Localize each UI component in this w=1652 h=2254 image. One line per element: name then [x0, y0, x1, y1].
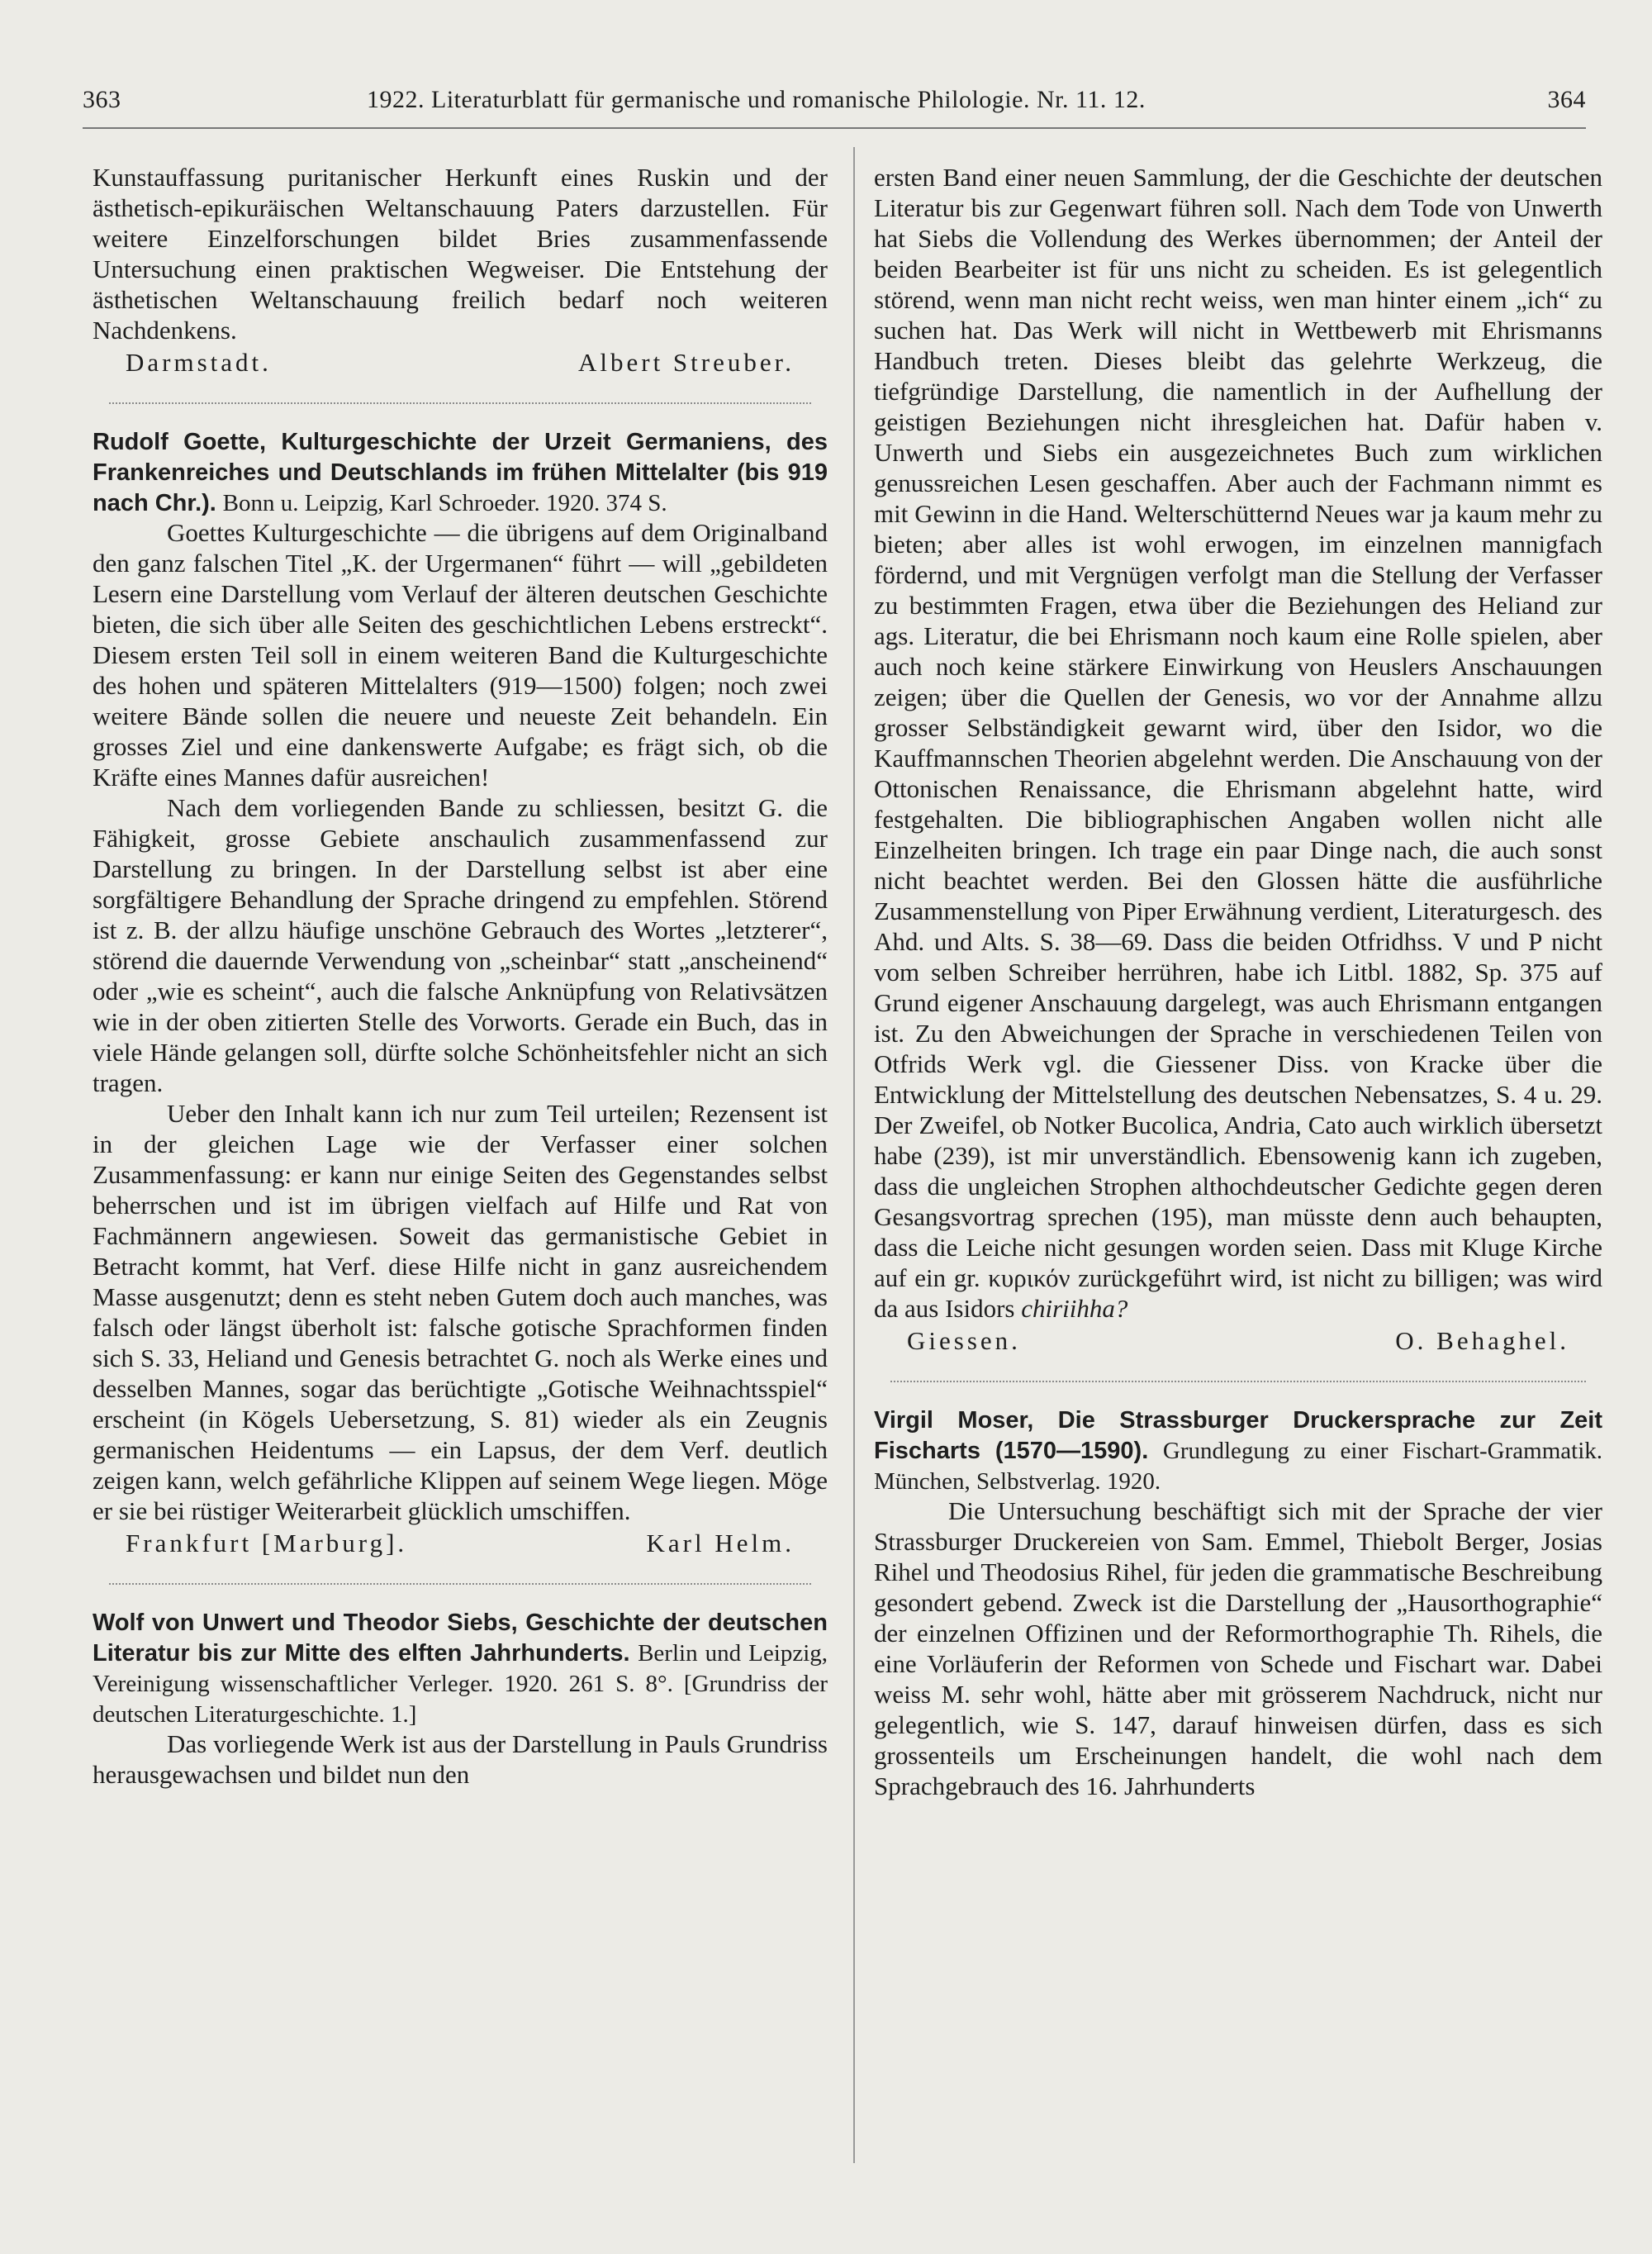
- right-column: [874, 162, 1602, 1801]
- review-moser: [874, 1404, 1602, 1496]
- signature-author: Karl Helm.: [646, 1529, 795, 1557]
- review-paragraph: Nach dem vorliegenden Bande zu schliessen, besitzt G. die Fähigkeit, grosse Gebiete anschaulich zusammenfassend zur Darstellung zu bringen. In der Darstellung selbst ist aber eine sorgfältigere Behandlung der Sprache dringend zu empfehlen. Störend ist z. B. der allzu häufige unschöne Gebrauch des Wortes „letzterer“, störend die dauernde Verwendung von „scheinbar“ statt „anscheinend“ oder „wie es scheint“, auch die falsche Anknüpfung von Relativsätzen wie in der oben zitierten Stelle des Vorworts. Gerade ein Buch, das in viele Hände gelangen soll, dürfte solche Schönheitsfehler nicht an sich tragen.: [93, 793, 828, 1097]
- journal-title: 1922. Literaturblatt für germanische und romanische Philologie. Nr. 11. 12.: [367, 86, 1146, 113]
- signature-place: Giessen.: [907, 1326, 1021, 1355]
- review-title: Wolf von Unwert und Theodor Siebs, Geschichte der deutschen Literatur bis zur Mitte des elften Jahrhunderts.: [93, 1610, 828, 1667]
- left-column: [93, 162, 828, 1790]
- review-paragraph: Die Untersuchung beschäftigt sich mit der Sprache der vier Strassburger Druckereien von Sam. Emmel, Thiebolt Berger, Josias Rihel und Theodosius Rihel, für jeden die grammatische Beschreibung gesondert gebend. Zweck ist die Darstellung der „Hausorthographie“ der einzelnen Offizinen und der Reformorthographie Th. Rihels, die eine Vorläuferin der Reformen von Schede und Fischart war. Dabei weiss M. sehr wohl, hätte aber mit grösserem Nachdruck, nicht nur gelegentlich, wie S. 147, darauf hinweisen dürfen, dass es sich grossenteils um Erscheinungen handelt, die wohl nach dem Sprachgebrauch des 16. Jahrhunderts: [874, 1496, 1602, 1800]
- review-paragraph: Goettes Kulturgeschichte — die übrigens auf dem Originalband den ganz falschen Titel „K. der Urgermanen“ führt — will „gebildeten Lesern eine Darstellung vom Verlauf der älteren deutschen Geschichte bieten, die sich über alle Seiten des geschichtlichen Lebens erstreckt“. Diesem ersten Teil soll in einem weiteren Band die Kulturgeschichte des hohen und späteren Mittelalters (919—1500) folgen; noch zwei weitere Bände sollen die neuere und neueste Zeit behandeln. Ein grosses Ziel und eine dankenswerte Aufgabe; es frägt sich, ob die Kräfte eines Mannes dafür ausreichen!: [93, 518, 828, 792]
- review-paragraph: Das vorliegende Werk ist aus der Darstellung in Pauls Grundriss herausgewachsen und bildet nun den: [93, 1729, 828, 1789]
- review-goette: [93, 426, 828, 517]
- review-continuation: [874, 162, 1602, 1324]
- review-separator: [890, 1381, 1586, 1382]
- review-publication: Berlin und Leipzig, Vereinigung wissenschaftlicher Verleger. 1920. 261 S. 8°. [Grundriss der deutschen Literaturgeschichte. 1.]: [93, 1640, 828, 1728]
- signature-helm: [93, 1528, 828, 1558]
- review-unwerth-siebs: [93, 1606, 828, 1729]
- signature-place: Frankfurt [Marburg].: [126, 1529, 408, 1557]
- running-header: [83, 86, 1586, 122]
- review-separator: [109, 402, 811, 404]
- review-title: Rudolf Goette, Kulturgeschichte der Urzeit Germaniens, des Frankenreiches und Deutschlands im frühen Mittelalter (bis 919 nach Chr.).: [93, 429, 828, 516]
- signature-author: Albert Streuber.: [577, 348, 795, 377]
- review-paragraph: Ueber den Inhalt kann ich nur zum Teil urteilen; Rezensent ist in der gleichen Lage wie der Verfasser einer solchen Zusammenfassung: er kann nur einige Seiten des Gegenstandes selbst beherrschen und ist im übrigen vielfach auf Hilfe und Rat von Fachmännern angewiesen. Soweit das germanistische Gebiet in Betracht kommt, hat Verf. diese Hilfe nicht in ganz ausreichendem Masse ausgenutzt; denn es steht neben Gutem doch auch manches, was falsch oder längst überholt ist: falsche gotische Sprachformen finden sich S. 33, Heliand und Genesis betrachtet G. noch als Werke eines und desselben Mannes, sogar das berüchtigte „Gotische Weihnachtsspiel“ erscheint (in Kögels Uebersetzung, S. 81) wieder als ein Zeugnis germanischen Heidentums — ein Lapsus, der dem Verf. deutlich zeigen kann, welch gefährliche Klippen auf seinem Wege liegen. Möge er sie bei rüstiger Weiterarbeit glücklich umschiffen.: [93, 1099, 828, 1525]
- header-rule: [83, 127, 1586, 129]
- streuber-review-end: Kunstauffassung puritanischer Herkunft eines Ruskin und der ästhetisch-epikuräischen Weltanschauung Paters darzustellen. Für weitere Einzelforschungen bildet Bries zusammenfassende Untersuchung einen praktischen Wegweiser. Die Entstehung der ästhetischen Weltanschauung freilich bedarf noch weiteren Nachdenkens.: [93, 163, 828, 345]
- review-separator: [109, 1583, 811, 1585]
- column-divider: [853, 147, 855, 2163]
- signature-behaghel: [874, 1325, 1602, 1356]
- signature-streuber: [93, 347, 828, 378]
- review-publication: Bonn u. Leipzig, Karl Schroeder. 1920. 374 S.: [222, 490, 667, 516]
- page-number-right: 364: [1547, 86, 1586, 113]
- continuation-text: ersten Band einer neuen Sammlung, der die Geschichte der deutschen Literatur bis zur Gegenwart führen soll. Nach dem Tode von Unwerth hat Siebs die Vollendung des Werkes übernommen; der Anteil der beiden Bearbeiter ist für uns nicht zu scheiden. Es ist gelegentlich störend, wenn man nicht recht weiss, wen man hinter einem „ich“ zu suchen hat. Das Werk will nicht in Wettbewerb mit Ehrismanns Handbuch treten. Dieses bleibt das gelehrte Werkzeug, die tiefgründige Darstellung, die namentlich in der Aufhellung der geistigen Beziehungen nicht ihresgleichen hat. Dafür haben v. Unwerth und Siebs ein ausgezeichnetes Buch zum wirklichen genussreichen Lesen geschaffen. Aber auch der Fachmann nimmt es mit Gewinn in die Hand. Welterschütternd Neues war ja kaum mehr zu bieten; aber alles ist wohl erwogen, im einzelnen mannigfach fördernd, und mit Vergnügen verfolgt man die Stellung der Verfasser zu bestimmten Fragen, etwa über die Beziehungen des Heliand zur ags. Literatur, die bei Ehrismann noch kaum eine Rolle spielen, aber auch noch keine stärkere Einwirkung von Heuslers Anschauungen zeigen; über die Quellen der Genesis, wo vor der Annahme allzu grosser Selbständigkeit gewarnt wird, über den Isidor, wo die Kauffmannschen Theorien abgelehnt werden. Die Anschauung von der Ottonischen Renaissance, die Ehrismann abgelehnt hatte, wird festgehalten. Die bibliographischen Angaben wollen nicht alle Einzelheiten bringen. Ich trage ein paar Dinge nach, die auch sonst nicht beachtet werden. Bei den Glossen hätte die ausführliche Zusammenstellung von Piper Erwähnung verdient, Literaturgesch. des Ahd. und Alts. S. 38—69. Dass die beiden Otfridhss. V und P nicht vom selben Schreiber herrühren, habe ich Litbl. 1882, Sp. 375 auf Grund eigener Anschauung dargelegt, was auch Ehrismann entgangen ist. Zu den Abweichungen der Sprache in verschiedenen Teilen von Otfrids Werk vgl. die Giessener Diss. von Kracke über die Entwicklung der Mittelstellung des deutschen Nebensatzes, S. 4 u. 29. Der Zweifel, ob Notker Bucolica, Andria, Cato auch wirklich übersetzt habe (239), ist mir unverständlich. Ebensowenig kann ich zugeben, dass die ungleichen Strophen althochdeutscher Gedichte gegen deren Gesangsvortrag sprechen (195), man müsste denn auch behaupten, dass die Leiche nicht gesungen worden seien. Dass mit Kluge Kirche auf ein gr. κυρικόν zurückgeführt wird, ist nicht zu billigen; was wird da aus Isidors: [874, 163, 1602, 1323]
- page-number-left: 363: [83, 86, 121, 113]
- review-title: Virgil Moser, Die Strassburger Druckersprache zur Zeit Fischarts (1570—1590).: [874, 1407, 1602, 1464]
- review-publication: Grundlegung zu einer Fischart-Grammatik. München, Selbstverlag. 1920.: [874, 1438, 1603, 1495]
- signature-author: O. Behaghel.: [1395, 1326, 1569, 1355]
- signature-place: Darmstadt.: [126, 348, 272, 377]
- italic-word: chiriihha?: [1021, 1294, 1128, 1323]
